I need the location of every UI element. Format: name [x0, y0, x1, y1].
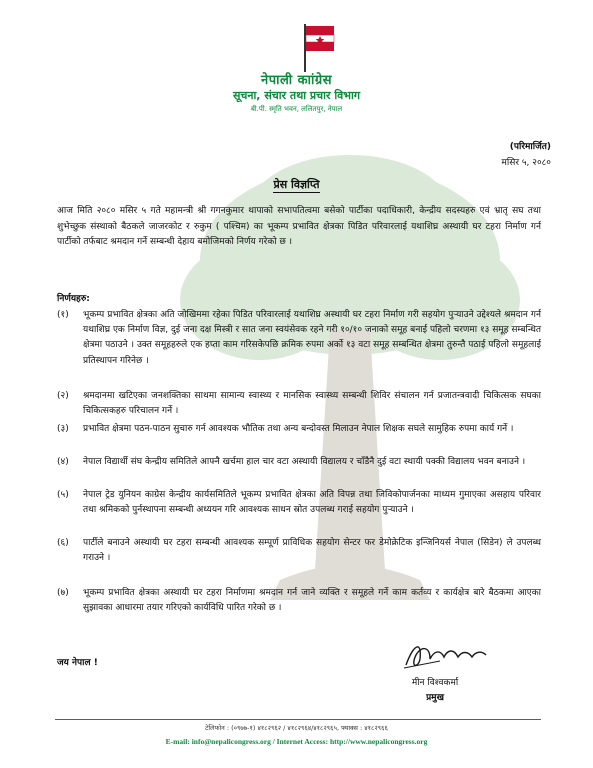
office-address: बी.पी. स्मृति भवन, ललितपुर, नेपाल — [250, 105, 343, 113]
footer-phone: टेलिफोन : (०९७७-१) ४१८२९६२ / ४१८२९६४/४१८२९६५, फ्याक्स : ४१८२९६६ — [205, 724, 388, 732]
page-title-text: प्रेस विज्ञप्ति — [273, 178, 320, 191]
signatory-role: प्रमुख — [426, 693, 444, 703]
decisions-heading: निर्णयहरु: — [57, 294, 90, 304]
decision-text: भूकम्प प्रभावित क्षेत्रका अस्थायी घर टहरा निर्माणमा श्रमदान गर्न जाने व्यक्ति र समूहले गर्ने काम कर्तव्य र कार्यक्षेत्र बारे बैठकमा आएका सुझावका आधारमा तयार गरिएको कार्यविधि पारित गरेको छ । — [83, 588, 541, 614]
footer-divider — [55, 719, 541, 720]
footer-contact: E-mail: info@nepalicongress.org / Internet Access: http://www.nepalicongress.org — [165, 737, 428, 746]
decision-text: भूकम्प प्रभावित क्षेत्रका अति जोखिममा रहेका पिडित परिवारलाई यथाशिघ्र अस्थायी घर टहरा निर्माण गरी सहयोग पुऱ्याउने उद्देश्यले श्रमदान गर्न यथाशिघ्र एक निर्माण विज्ञ, दुई जना दक्ष मिस्त्री र सात जना स्वयंसेवक रहने गरी १०/१० जनाको समूह बनाई पहिलो चरणमा १३ समूह सम्बन्धित क्षेत्रमा पठाउने । उक्त समूहहरुले एक हप्ता काम गरिसकेपछि क्रमिक रुपमा अर्को १३ वटा समूह सम्बन्धित क्षेत्रमा तुरुन्तै पठाई पहिलो समूहलाई प्रतिस्थापन गरिनेछ । — [83, 310, 541, 366]
decision-number: (५) — [57, 490, 69, 500]
release-date: मसिर ५, २०८० — [501, 158, 551, 168]
decision-number: (१) — [57, 310, 69, 320]
decision-item — [57, 422, 541, 437]
closing-salutation: जय नेपाल ! — [57, 658, 98, 668]
page-title — [0, 177, 593, 192]
decision-item — [57, 488, 541, 518]
signature-icon — [400, 637, 490, 673]
decision-item — [57, 308, 541, 369]
intro-paragraph: आज मिति २०८० मसिर ५ गते महामन्त्री श्री गगनकुमार थापाको सभापतित्वमा बसेको पार्टीका पदाधिकारी, केन्द्रीय सदस्यहरु एवं भ्रातृ सघ तथा शुभेच्छुक संस्थाको बैठकले जाजरकोट र रुकुम ( पश्चिम) का भूकम्प प्रभावित क्षेत्रका पिडित परिवारलाई यथाशिघ्र अस्थायी घर टहरा निर्माण गर्न पार्टीको तर्फबाट श्रमदान गर्ने सम्बन्धी देहाय बमोजिमको निर्णय गरेको छ । — [57, 206, 541, 247]
decision-number: (३) — [57, 424, 69, 434]
decision-number: (७) — [57, 588, 69, 598]
revised-label: (परिमार्जित) — [509, 142, 551, 152]
party-name: नेपाली काांग्रेस — [260, 73, 332, 88]
decision-number: (६) — [57, 538, 69, 548]
decision-item — [57, 536, 541, 566]
decision-item — [57, 586, 541, 616]
party-flag-icon — [296, 22, 336, 74]
decision-number: (४) — [57, 457, 69, 467]
decision-item — [57, 455, 541, 470]
decision-text: नेपाल विद्यार्थी संघ केन्द्रीय समितिले आफ्नै खर्चमा हाल चार वटा अस्थायी विद्यालय र चाँडैनै दुई वटा स्थायी पक्की विद्यालय भवन बनाउने । — [83, 457, 526, 467]
decision-text: पार्टीले बनाउने अस्थायी घर टहरा सम्बन्धी आवश्यक सम्पूर्ण प्राविधिक सहयोग सेन्टर फर डेमोक्रेटिक इन्जिनियर्स नेपाल (सिडेन) ले उपलब्ध गराउने । — [83, 538, 541, 564]
decision-item — [57, 389, 541, 419]
decision-text: प्रभावित क्षेत्रमा पठन-पाठन सुचारु गर्न आवश्यक भौतिक तथा अन्य बन्दोवस्त मिलाउन नेपाल शिक्षक सघले सामुहिक रुपमा कार्य गर्ने । — [83, 424, 514, 434]
department-name: सूचना, संचार तथा प्रचार विभाग — [232, 89, 361, 102]
decision-text: श्रमदानमा खटिएका जनशक्तिका साथमा सामान्य स्वास्थ्य र मानसिक स्वास्थ्य सम्बन्धी शिविर संचालन गर्न प्रजातन्त्रवादी चिकित्सक सघका चिकित्सकहरु परिचालन गर्ने । — [83, 391, 541, 417]
decision-text: नेपाल ट्रेड युनियन काग्रेस केन्द्रीय कार्यसमितिले भूकम्प प्रभावित क्षेत्रका अति विपन्न तथा जिविकोपार्जनका माध्यम गुमाएका असहाय परिवार तथा श्रमिकको पुर्नस्थापना सम्बन्धी अध्ययन गरि आवश्यक साधन स्रोत उपलब्ध गराई सहयोग पुऱ्याउने । — [83, 490, 541, 516]
decision-number: (२) — [57, 391, 69, 401]
signatory-name: मीन विश्वकर्मा — [411, 678, 459, 688]
